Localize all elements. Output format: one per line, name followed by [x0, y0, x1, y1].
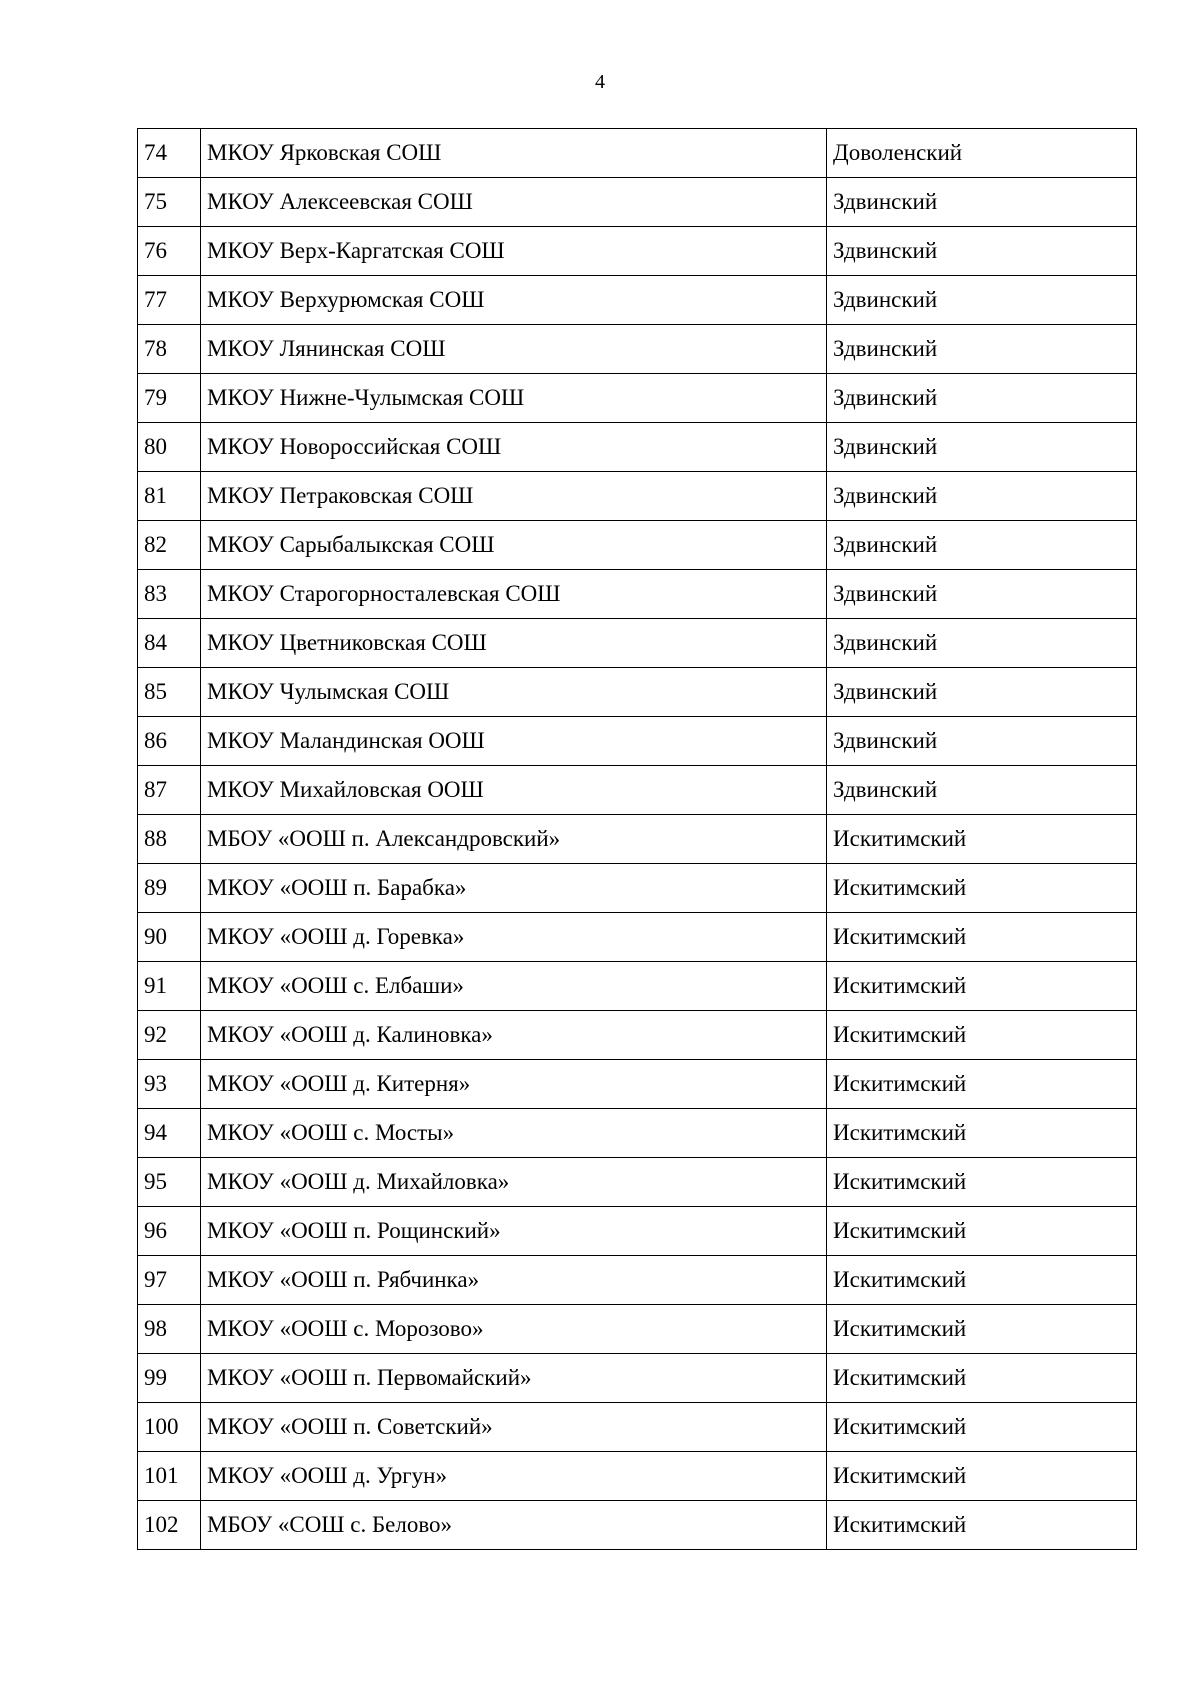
row-number-cell: 76: [138, 227, 201, 276]
district-cell: Искитимский: [827, 1060, 1137, 1109]
row-number-cell: 78: [138, 325, 201, 374]
table-row: [138, 1305, 1137, 1354]
district-cell: Доволенский: [827, 129, 1137, 178]
row-number-cell: 88: [138, 815, 201, 864]
table-row: [138, 423, 1137, 472]
district-cell: Искитимский: [827, 1256, 1137, 1305]
district-cell: Искитимский: [827, 913, 1137, 962]
district-cell: Здвинский: [827, 521, 1137, 570]
row-number-cell: 101: [138, 1452, 201, 1501]
table-row: [138, 1158, 1137, 1207]
school-name-cell: МКОУ «ООШ д. Михайловка»: [201, 1158, 827, 1207]
school-name-cell: МКОУ Цветниковская СОШ: [201, 619, 827, 668]
district-cell: Здвинский: [827, 570, 1137, 619]
row-number-cell: 90: [138, 913, 201, 962]
district-cell: Здвинский: [827, 325, 1137, 374]
table-row: [138, 521, 1137, 570]
school-name-cell: МКОУ Чулымская СОШ: [201, 668, 827, 717]
school-name-cell: МКОУ «ООШ п. Рощинский»: [201, 1207, 827, 1256]
district-cell: Искитимский: [827, 815, 1137, 864]
school-name-cell: МКОУ Сарыбалыкская СОШ: [201, 521, 827, 570]
school-name-cell: МБОУ «СОШ с. Белово»: [201, 1501, 827, 1550]
school-name-cell: МКОУ Лянинская СОШ: [201, 325, 827, 374]
table-row: [138, 1452, 1137, 1501]
district-cell: Искитимский: [827, 1452, 1137, 1501]
school-name-cell: МКОУ «ООШ п. Первомайский»: [201, 1354, 827, 1403]
row-number-cell: 81: [138, 472, 201, 521]
row-number-cell: 86: [138, 717, 201, 766]
table-row: [138, 178, 1137, 227]
row-number-cell: 91: [138, 962, 201, 1011]
table-row: [138, 1060, 1137, 1109]
district-cell: Искитимский: [827, 1403, 1137, 1452]
table-row: [138, 1207, 1137, 1256]
row-number-cell: 84: [138, 619, 201, 668]
school-name-cell: МКОУ «ООШ с. Морозово»: [201, 1305, 827, 1354]
school-name-cell: МКОУ Новороссийская СОШ: [201, 423, 827, 472]
table-row: [138, 766, 1137, 815]
table-row: [138, 1403, 1137, 1452]
schools-table: [137, 128, 1137, 1550]
row-number-cell: 77: [138, 276, 201, 325]
table-row: [138, 717, 1137, 766]
table-row: [138, 1354, 1137, 1403]
district-cell: Искитимский: [827, 1109, 1137, 1158]
school-name-cell: МКОУ «ООШ п. Советский»: [201, 1403, 827, 1452]
row-number-cell: 85: [138, 668, 201, 717]
school-name-cell: МКОУ «ООШ с. Елбаши»: [201, 962, 827, 1011]
school-name-cell: МКОУ «ООШ д. Горевка»: [201, 913, 827, 962]
district-cell: Искитимский: [827, 1158, 1137, 1207]
table-row: [138, 1256, 1137, 1305]
page-number: 4: [595, 71, 605, 93]
school-name-cell: МКОУ «ООШ д. Калиновка»: [201, 1011, 827, 1060]
table-row: [138, 962, 1137, 1011]
table-row: [138, 913, 1137, 962]
row-number-cell: 100: [138, 1403, 201, 1452]
row-number-cell: 97: [138, 1256, 201, 1305]
school-name-cell: МКОУ Нижне-Чулымская СОШ: [201, 374, 827, 423]
district-cell: Здвинский: [827, 766, 1137, 815]
table-row: [138, 1501, 1137, 1550]
school-name-cell: МКОУ Алексеевская СОШ: [201, 178, 827, 227]
table-body: [138, 129, 1137, 1550]
row-number-cell: 75: [138, 178, 201, 227]
district-cell: Искитимский: [827, 1011, 1137, 1060]
district-cell: Здвинский: [827, 423, 1137, 472]
school-name-cell: МКОУ Верхурюмская СОШ: [201, 276, 827, 325]
row-number-cell: 83: [138, 570, 201, 619]
row-number-cell: 74: [138, 129, 201, 178]
row-number-cell: 93: [138, 1060, 201, 1109]
school-name-cell: МКОУ «ООШ д. Ургун»: [201, 1452, 827, 1501]
district-cell: Искитимский: [827, 1501, 1137, 1550]
table-row: [138, 374, 1137, 423]
district-cell: Здвинский: [827, 717, 1137, 766]
district-cell: Здвинский: [827, 619, 1137, 668]
row-number-cell: 94: [138, 1109, 201, 1158]
school-name-cell: МКОУ «ООШ п. Барабка»: [201, 864, 827, 913]
row-number-cell: 80: [138, 423, 201, 472]
table-row: [138, 1011, 1137, 1060]
school-name-cell: МКОУ «ООШ с. Мосты»: [201, 1109, 827, 1158]
row-number-cell: 87: [138, 766, 201, 815]
row-number-cell: 96: [138, 1207, 201, 1256]
table-row: [138, 227, 1137, 276]
school-name-cell: МКОУ Петраковская СОШ: [201, 472, 827, 521]
table-row: [138, 864, 1137, 913]
row-number-cell: 102: [138, 1501, 201, 1550]
district-cell: Здвинский: [827, 472, 1137, 521]
table-row: [138, 276, 1137, 325]
school-name-cell: МКОУ «ООШ д. Китерня»: [201, 1060, 827, 1109]
district-cell: Здвинский: [827, 227, 1137, 276]
school-name-cell: МКОУ Старогорносталевская СОШ: [201, 570, 827, 619]
district-cell: Искитимский: [827, 962, 1137, 1011]
table-row: [138, 619, 1137, 668]
school-name-cell: МКОУ Верх-Каргатская СОШ: [201, 227, 827, 276]
table-row: [138, 815, 1137, 864]
table-row: [138, 1109, 1137, 1158]
table-row: [138, 668, 1137, 717]
school-name-cell: МБОУ «ООШ п. Александровский»: [201, 815, 827, 864]
row-number-cell: 79: [138, 374, 201, 423]
district-cell: Здвинский: [827, 178, 1137, 227]
school-name-cell: МКОУ Маландинская ООШ: [201, 717, 827, 766]
district-cell: Искитимский: [827, 864, 1137, 913]
row-number-cell: 98: [138, 1305, 201, 1354]
district-cell: Здвинский: [827, 374, 1137, 423]
district-cell: Искитимский: [827, 1207, 1137, 1256]
district-cell: Здвинский: [827, 276, 1137, 325]
table-row: [138, 129, 1137, 178]
row-number-cell: 92: [138, 1011, 201, 1060]
table-row: [138, 325, 1137, 374]
district-cell: Искитимский: [827, 1354, 1137, 1403]
table-row: [138, 472, 1137, 521]
school-name-cell: МКОУ Ярковская СОШ: [201, 129, 827, 178]
row-number-cell: 82: [138, 521, 201, 570]
school-name-cell: МКОУ «ООШ п. Рябчинка»: [201, 1256, 827, 1305]
row-number-cell: 99: [138, 1354, 201, 1403]
district-cell: Искитимский: [827, 1305, 1137, 1354]
district-cell: Здвинский: [827, 668, 1137, 717]
table-row: [138, 570, 1137, 619]
row-number-cell: 95: [138, 1158, 201, 1207]
school-name-cell: МКОУ Михайловская ООШ: [201, 766, 827, 815]
row-number-cell: 89: [138, 864, 201, 913]
